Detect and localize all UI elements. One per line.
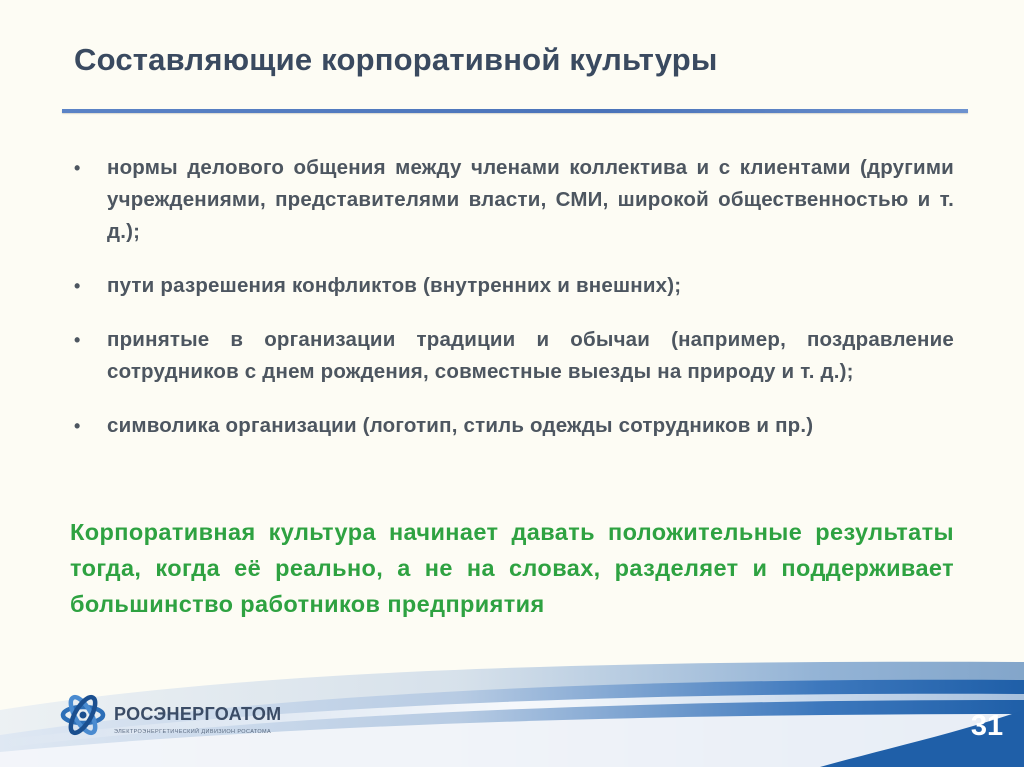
atom-logo-icon bbox=[60, 692, 106, 738]
bullet-item bbox=[74, 324, 954, 388]
bullet-dot-icon: • bbox=[74, 330, 81, 350]
bullet-item bbox=[74, 270, 954, 302]
page-number: 31 bbox=[970, 710, 1004, 742]
conclusion-text: Корпоративная культура начинает давать положительные результаты тогда, когда её реально, а не на словах, разделяет и поддерживает большинство работников предприятия bbox=[70, 519, 954, 617]
bullet-item bbox=[74, 152, 954, 248]
logo-subtitle: ЭЛЕКТРОЭНЕРГЕТИЧЕСКИЙ ДИВИЗИОН РОСАТОМА bbox=[114, 729, 272, 735]
bullet-list bbox=[74, 152, 954, 464]
bullet-dot-icon: • bbox=[74, 158, 81, 178]
bullet-dot-icon: • bbox=[74, 416, 81, 436]
bullet-dot-icon: • bbox=[74, 276, 81, 296]
bullet-item bbox=[74, 410, 954, 442]
bullet-text: нормы делового общения между членами коллектива и с клиентами (другими учреждениями, представителями власти, СМИ, широкой общественностью и т. д.); bbox=[107, 156, 954, 243]
slide-title: Составляющие корпоративной культуры bbox=[74, 42, 718, 77]
bullet-text: пути разрешения конфликтов (внутренних и внешних); bbox=[107, 274, 682, 297]
logo-name: РОСЭНЕРГОАТОМ bbox=[114, 704, 282, 724]
bullet-text: принятые в организации традиции и обычаи (например, поздравление сотрудников с днем рождения, совместные выезды на природу и т. д.); bbox=[107, 328, 954, 383]
company-logo bbox=[60, 690, 320, 750]
title-divider bbox=[62, 109, 968, 113]
bullet-text: символика организации (логотип, стиль одежды сотрудников и пр.) bbox=[107, 414, 814, 437]
